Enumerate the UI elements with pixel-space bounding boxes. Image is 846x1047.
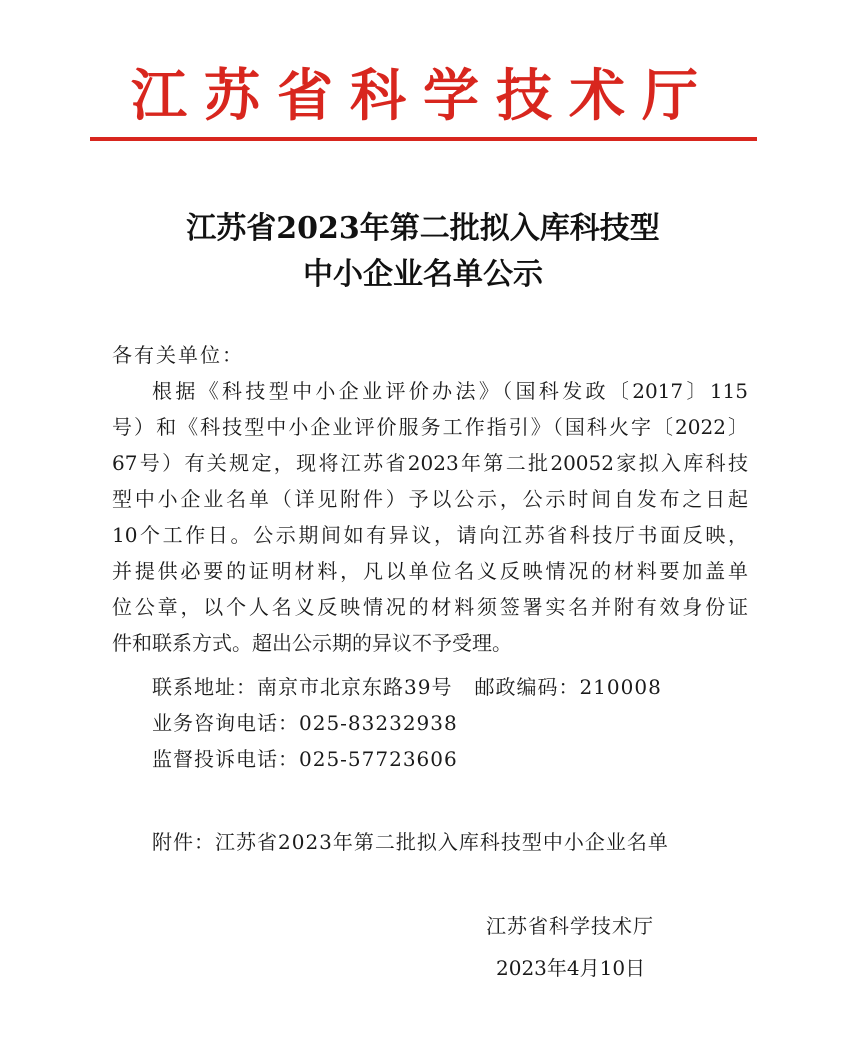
attachment-line: [152, 827, 669, 857]
body-line: 型中小企业名单（详见附件）予以公示，公示时间自发布之日起: [112, 487, 748, 511]
body-line: 根据《科技型中小企业评价办法》（国科发政〔2017〕115: [152, 379, 748, 403]
address-label: 联系地址：: [152, 675, 257, 699]
postcode-label: 邮政编码：: [474, 675, 580, 699]
body-line: 件和联系方式。超出公示期的异议不予受理。: [112, 631, 512, 655]
body-line: 位公章，以个人名义反映情况的材料须签署实名并附有效身份证: [112, 595, 748, 619]
issuer-masthead: 江苏省科学技术厅: [131, 64, 715, 129]
attachment-name: 江苏省2023年第二批拟入库科技型中小企业名单: [215, 830, 669, 854]
contact-address-row: [152, 672, 662, 702]
title-line-1: 江苏省2023年第二批拟入库科技型: [186, 211, 660, 246]
title-line-2: 中小企业名单公示: [303, 257, 543, 292]
body-line: 10个工作日。公示期间如有异议，请向江苏省科技厅书面反映，: [112, 523, 748, 547]
signature-date: 2023年4月10日: [496, 956, 646, 980]
postcode-value: 210008: [579, 675, 662, 699]
signature-org: 江苏省科学技术厅: [486, 914, 654, 938]
complaint-phone-row: [152, 744, 458, 774]
inquiry-label: 业务咨询电话：: [152, 711, 299, 735]
body-line: 并提供必要的证明材料，凡以单位名义反映情况的材料要加盖单: [112, 559, 748, 583]
inquiry-phone-row: [152, 708, 458, 738]
address-value: 南京市北京东路39号: [257, 675, 453, 699]
salutation: 各有关单位：: [112, 343, 244, 367]
body-line: 号）和《科技型中小企业评价服务工作指引》（国科火字〔2022〕: [112, 415, 748, 439]
document-title: [90, 206, 756, 298]
complaint-label: 监督投诉电话：: [152, 747, 299, 771]
body-line: 67号）有关规定，现将江苏省2023年第二批20052家拟入库科技: [112, 451, 748, 475]
attachment-label: 附件：: [152, 830, 215, 854]
red-divider-rule: [90, 137, 757, 141]
inquiry-phone: 025-83232938: [299, 711, 458, 735]
complaint-phone: 025-57723606: [299, 747, 458, 771]
